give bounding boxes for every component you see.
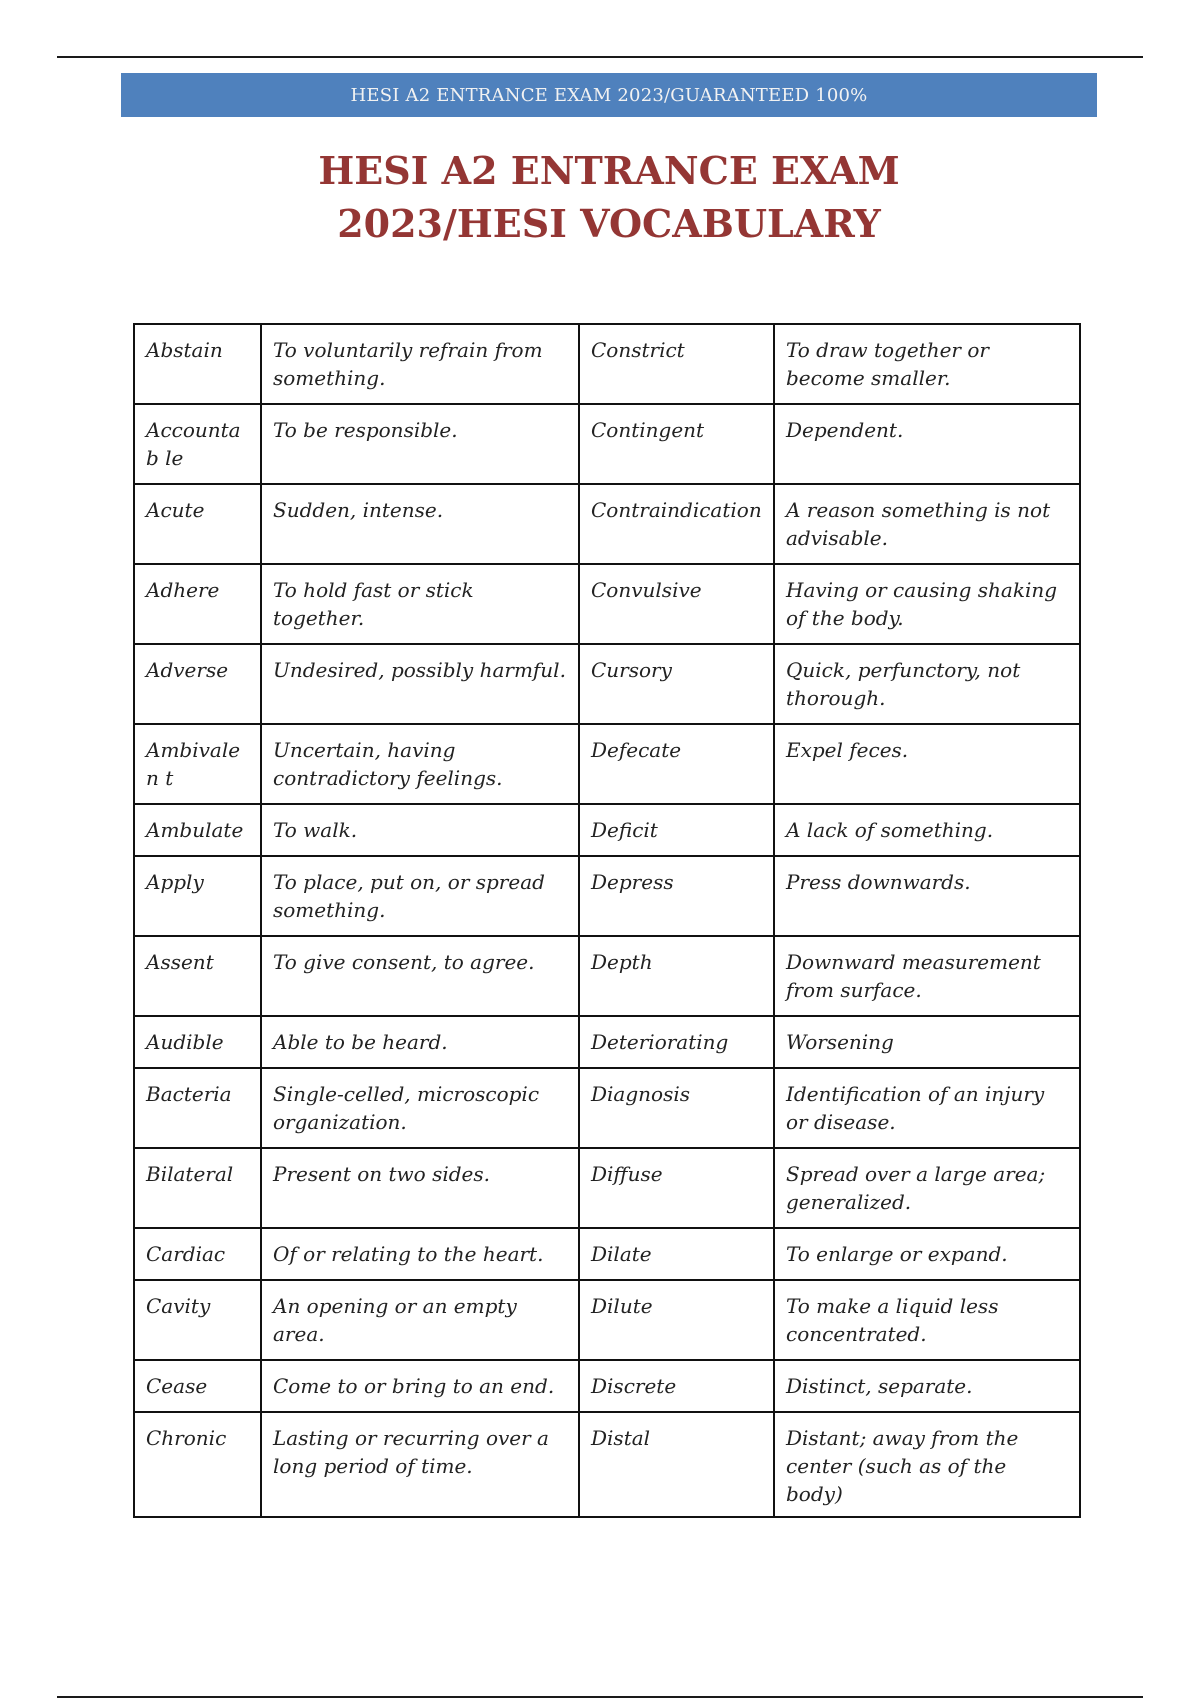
definition-cell: Lasting or recurring over a long period of time. xyxy=(261,1412,579,1517)
term-cell: Adhere xyxy=(134,564,261,644)
vocabulary-table xyxy=(133,323,1081,1518)
definition-cell: To walk. xyxy=(261,804,579,856)
term-cell: Defecate xyxy=(579,724,774,804)
table-row xyxy=(134,644,1080,724)
term-cell: Acute xyxy=(134,484,261,564)
bottom-rule xyxy=(57,1696,1143,1698)
definition-cell: To place, put on, or spread something. xyxy=(261,856,579,936)
definition-cell: To make a liquid less concentrated. xyxy=(774,1280,1080,1360)
definition-cell: To enlarge or expand. xyxy=(774,1228,1080,1280)
term-cell: Dilute xyxy=(579,1280,774,1360)
title-line-1: HESI A2 ENTRANCE EXAM xyxy=(318,148,900,193)
table-row xyxy=(134,1068,1080,1148)
definition-cell: A reason something is not advisable. xyxy=(774,484,1080,564)
term-cell: Convulsive xyxy=(579,564,774,644)
table-row xyxy=(134,1016,1080,1068)
definition-cell: Present on two sides. xyxy=(261,1148,579,1228)
table-row xyxy=(134,856,1080,936)
term-cell: Assent xyxy=(134,936,261,1016)
table-row xyxy=(134,1412,1080,1517)
term-cell: Cease xyxy=(134,1360,261,1412)
definition-cell: Quick, perfunctory, not thorough. xyxy=(774,644,1080,724)
term-cell: Depth xyxy=(579,936,774,1016)
definition-cell: To hold fast or stick together. xyxy=(261,564,579,644)
table-row xyxy=(134,1360,1080,1412)
definition-cell: Uncertain, having contradictory feelings. xyxy=(261,724,579,804)
term-cell: Apply xyxy=(134,856,261,936)
definition-cell: To be responsible. xyxy=(261,404,579,484)
definition-cell: To voluntarily refrain from something. xyxy=(261,324,579,404)
definition-cell: Sudden, intense. xyxy=(261,484,579,564)
definition-cell: Spread over a large area; generalized. xyxy=(774,1148,1080,1228)
term-cell: Cardiac xyxy=(134,1228,261,1280)
term-cell: Audible xyxy=(134,1016,261,1068)
term-cell: Cursory xyxy=(579,644,774,724)
definition-cell: Expel feces. xyxy=(774,724,1080,804)
term-cell: Ambulate xyxy=(134,804,261,856)
table-row xyxy=(134,936,1080,1016)
term-cell: Deteriorating xyxy=(579,1016,774,1068)
term-cell: Abstain xyxy=(134,324,261,404)
page-title xyxy=(121,144,1097,250)
term-cell: Ambivalen t xyxy=(134,724,261,804)
definition-cell: Identification of an injury or disease. xyxy=(774,1068,1080,1148)
term-cell: Cavity xyxy=(134,1280,261,1360)
top-rule xyxy=(57,56,1143,58)
table-row xyxy=(134,1228,1080,1280)
term-cell: Diagnosis xyxy=(579,1068,774,1148)
definition-cell: An opening or an empty area. xyxy=(261,1280,579,1360)
term-cell: Distal xyxy=(579,1412,774,1517)
definition-cell: A lack of something. xyxy=(774,804,1080,856)
term-cell: Contraindication xyxy=(579,484,774,564)
term-cell: Constrict xyxy=(579,324,774,404)
term-cell: Deficit xyxy=(579,804,774,856)
definition-cell: Distant; away from the center (such as of the body) xyxy=(774,1412,1080,1517)
table-row xyxy=(134,1148,1080,1228)
term-cell: Adverse xyxy=(134,644,261,724)
table-row xyxy=(134,484,1080,564)
header-banner: HESI A2 ENTRANCE EXAM 2023/GUARANTEED 100% xyxy=(121,73,1097,117)
definition-cell: Able to be heard. xyxy=(261,1016,579,1068)
term-cell: Accountab le xyxy=(134,404,261,484)
definition-cell: Distinct, separate. xyxy=(774,1360,1080,1412)
term-cell: Dilate xyxy=(579,1228,774,1280)
table-row xyxy=(134,804,1080,856)
term-cell: Depress xyxy=(579,856,774,936)
definition-cell: Dependent. xyxy=(774,404,1080,484)
definition-cell: Press downwards. xyxy=(774,856,1080,936)
title-line-2: 2023/HESI VOCABULARY xyxy=(337,201,881,246)
table-row xyxy=(134,724,1080,804)
definition-cell: Worsening xyxy=(774,1016,1080,1068)
definition-cell: Of or relating to the heart. xyxy=(261,1228,579,1280)
definition-cell: Undesired, possibly harmful. xyxy=(261,644,579,724)
definition-cell: Come to or bring to an end. xyxy=(261,1360,579,1412)
table-row xyxy=(134,564,1080,644)
table-row xyxy=(134,404,1080,484)
definition-cell: Downward measurement from surface. xyxy=(774,936,1080,1016)
definition-cell: Having or causing shaking of the body. xyxy=(774,564,1080,644)
table-row xyxy=(134,1280,1080,1360)
term-cell: Chronic xyxy=(134,1412,261,1517)
term-cell: Bacteria xyxy=(134,1068,261,1148)
term-cell: Contingent xyxy=(579,404,774,484)
definition-cell: To give consent, to agree. xyxy=(261,936,579,1016)
term-cell: Discrete xyxy=(579,1360,774,1412)
definition-cell: Single-celled, microscopic organization. xyxy=(261,1068,579,1148)
table-row xyxy=(134,324,1080,404)
definition-cell: To draw together or become smaller. xyxy=(774,324,1080,404)
term-cell: Diffuse xyxy=(579,1148,774,1228)
term-cell: Bilateral xyxy=(134,1148,261,1228)
